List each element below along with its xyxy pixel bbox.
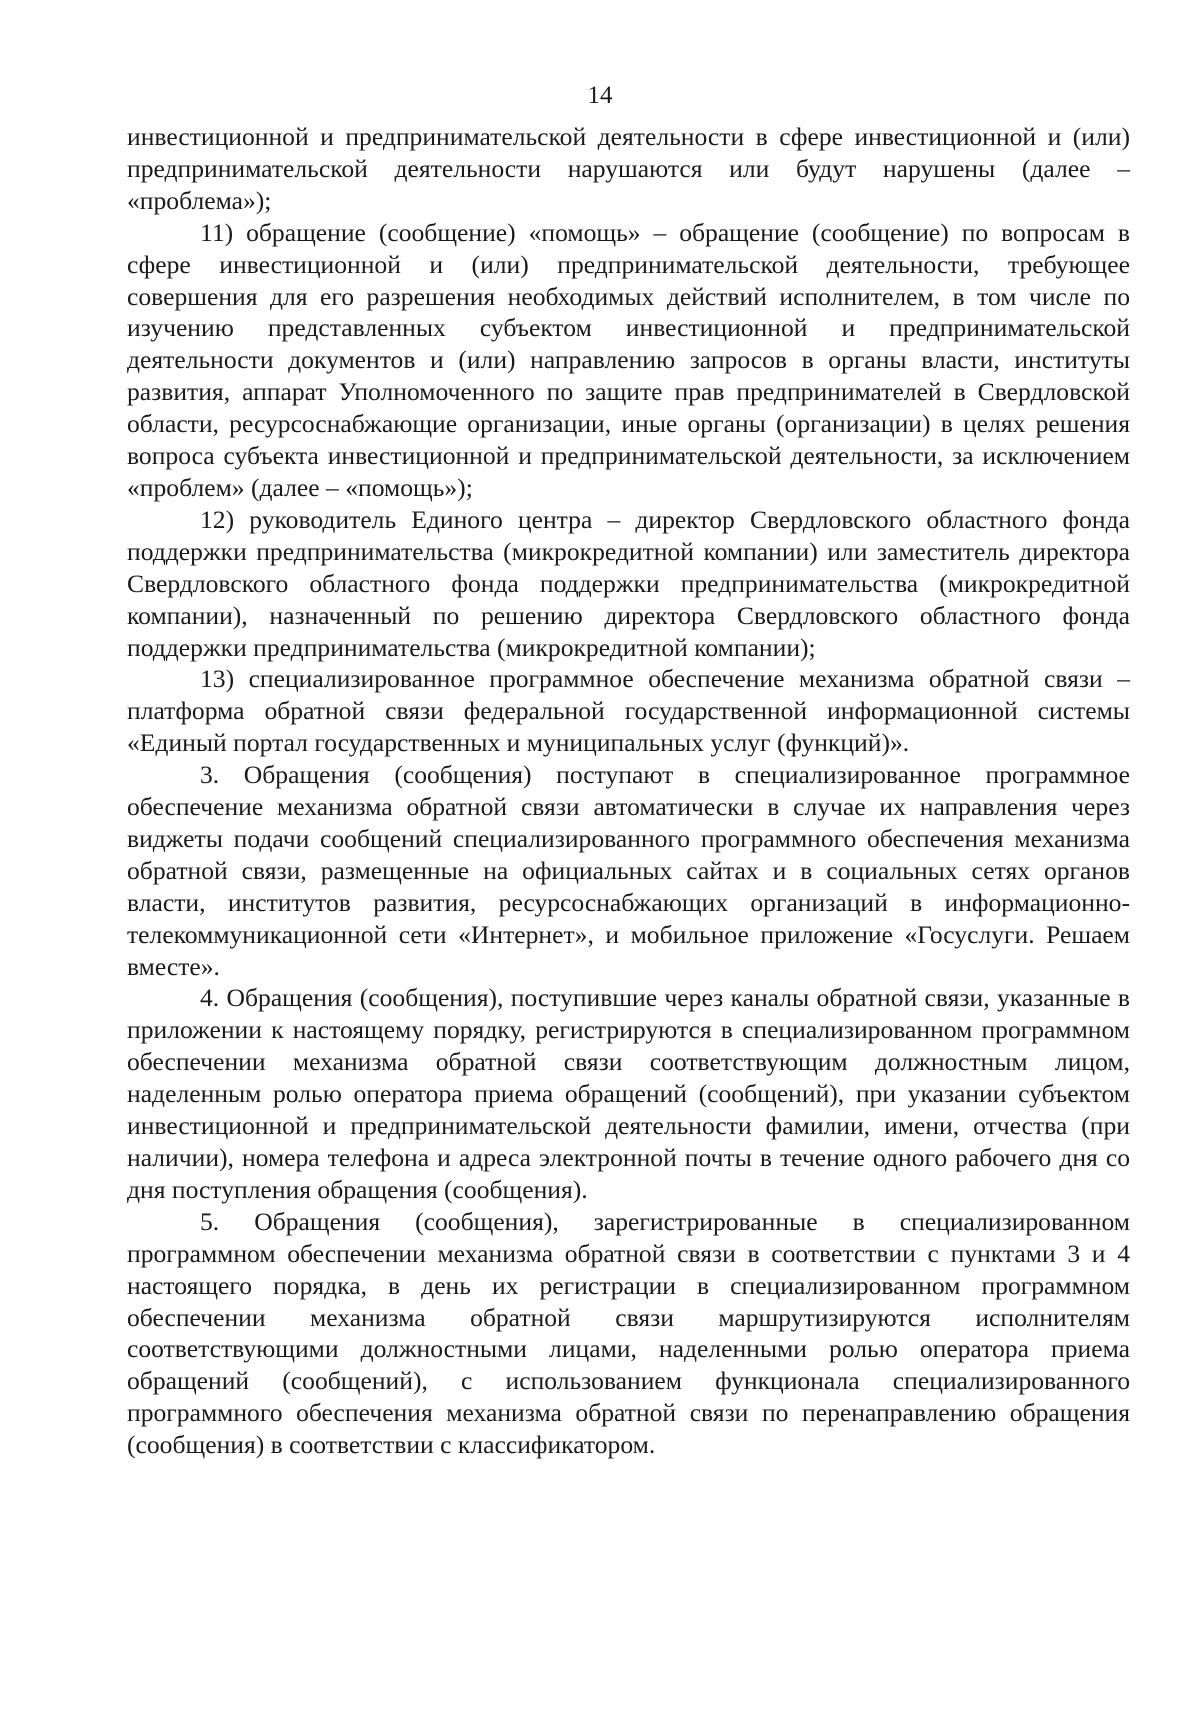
paragraph-definition-11: 11) обращение (сообщение) «помощь» – обращение (сообщение) по вопросам в сфере инвестиционной и (или) предпринимательской деятельности, требующее совершения для его разрешения необходимых действий исполнителем, в том числе по изучению представленных субъектом инвестиционной и предпринимательской деятельности документов и (или) направлению запросов в органы власти, институты развития, аппарат Уполномоченного по защите прав предпринимателей в Свердловской области, ресурсоснабжающие организации, иные органы (организации) в целях решения вопроса субъекта инвестиционной и предпринимательской деятельности, за исключением «проблем» (далее – «помощь»); xyxy=(127,217,1130,502)
paragraph-definition-13: 13) специализированное программное обеспечение механизма обратной связи – платформа обратной связи федеральной государственной информационной системы «Единый портал государственных и муниципальных услуг (функций)». xyxy=(127,664,1130,758)
page-number: 14 xyxy=(587,82,613,109)
paragraph-definition-10-continuation: инвестиционной и предпринимательской деятельности в сфере инвестиционной и (или) предпринимательской деятельности нарушаются или будут нарушены (далее – «проблема»); xyxy=(127,122,1130,215)
paragraph-clause-5: 5. Обращения (сообщения), зарегистрированные в специализированном программном обеспечении механизма обратной связи в соответствии с пунктами 3 и 4 настоящего порядка, в день их регистрации в специализированном программном обеспечении механизма обратной связи маршрутизируются исполнителям соответствующими должностными лицами, наделенными ролью оператора приема обращений (сообщений), с использованием функционала специализированного программного обеспечения механизма обратной связи по перенаправлению обращения (сообщения) в соответствии с классификатором. xyxy=(127,1206,1130,1460)
paragraph-clause-4: 4. Обращения (сообщения), поступившие через каналы обратной связи, указанные в приложении к настоящему порядку, регистрируются в специализированном программном обеспечении механизма обратной связи соответствующим должностным лицом, наделенным ролью оператора приема обращений (сообщений), при указании субъектом инвестиционной и предпринимательской деятельности фамилии, имени, отчества (при наличии), номера телефона и адреса электронной почты в течение одного рабочего дня со дня поступления обращения (сообщения). xyxy=(127,983,1130,1204)
document-body xyxy=(127,121,1130,1461)
paragraph-clause-3: 3. Обращения (сообщения) поступают в специализированное программное обеспечение механизма обратной связи автоматически в случае их направления через виджеты подачи сообщений специализированного программного обеспечения механизма обратной связи, размещенные на официальных сайтах и в социальных сетях органов власти, институтов развития, ресурсоснабжающих организаций в информационно-телекоммуникационной сети «Интернет», и мобильное приложение «Госуслуги. Решаем вместе». xyxy=(127,760,1130,981)
paragraph-definition-12: 12) руководитель Единого центра – директор Свердловского областного фонда поддержки предпринимательства (микрокредитной компании) или заместитель директора Свердловского областного фонда поддержки предпринимательства (микрокредитной компании), назначенный по решению директора Свердловского областного фонда поддержки предпринимательства (микрокредитной компании); xyxy=(127,504,1130,662)
